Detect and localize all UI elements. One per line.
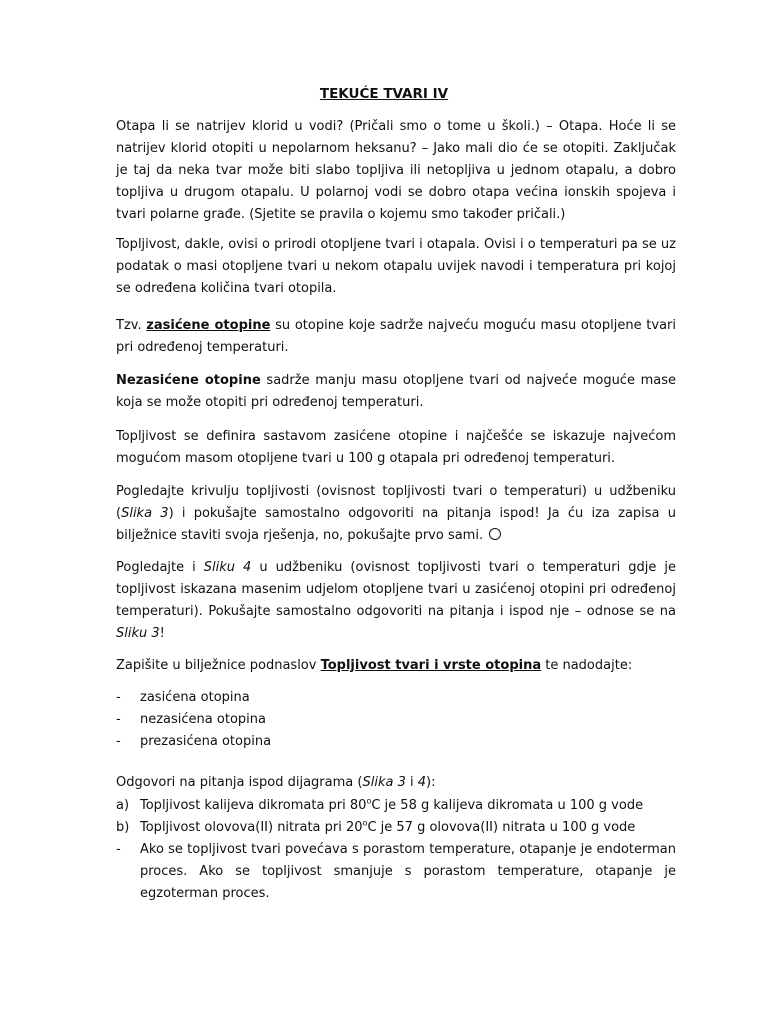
- paragraph-subtitle: [116, 655, 676, 677]
- text: Zapišite u bilježnice podnaslov: [116, 658, 317, 673]
- answer-item: [116, 795, 676, 817]
- answer-item: [116, 839, 676, 905]
- term-saturated: zasićene otopine: [146, 318, 271, 333]
- text: ):: [426, 775, 436, 790]
- answer-item: [116, 817, 676, 839]
- answer-marker: a): [116, 798, 130, 813]
- paragraph-solubility: Topljivost, dakle, ovisi o prirodi otopljene tvari i otapala. Ovisi i o temperaturi pa se uz podatak o masi otopljene tvari u nekom otapalu uvijek navodi i temperatura pri kojoj se određena količina tvari otopila.: [116, 237, 676, 296]
- paragraph-curve: [116, 481, 676, 547]
- answer-text: Topljivost kalijeva dikromata pri 80: [140, 798, 367, 813]
- figure-ref: Slika 3: [121, 506, 169, 521]
- solution-types-list: [116, 687, 271, 753]
- list-item-text: prezasićena otopina: [140, 734, 272, 749]
- answer-text: C je 58 g kalijeva dikromata u 100 g vode: [371, 798, 644, 813]
- note-text: Ako se topljivost tvari povećava s porastom temperature, otapanje je endoterman proces. Ako se topljivost smanjuje s porastom temperature, otapanje je egzoterman proces.: [140, 842, 676, 901]
- figure-ref: Slika 3: [362, 775, 406, 790]
- answers-list: [116, 795, 676, 905]
- paragraph-unsaturated: [116, 370, 676, 414]
- paragraph-saturated: [116, 315, 676, 359]
- bullet: -: [116, 842, 121, 857]
- answer-marker: b): [116, 820, 130, 835]
- paragraph-questions: [116, 772, 676, 794]
- term-unsaturated: Nezasićene otopine: [116, 373, 261, 388]
- paragraph-definition: Topljivost se definira sastavom zasićene otopine i najčešće se iskazuje najvećom mogućom masom otopljene tvari u 100 g otapala pri određenoj temperaturi.: [116, 429, 676, 466]
- bullet: -: [116, 734, 121, 749]
- text: su otopine koje sadrže najveću moguću masu otopljene tvari pri određenoj temperaturi.: [116, 318, 676, 355]
- subtitle-term: Topljivost tvari i vrste otopina: [320, 658, 542, 673]
- text: Pogledajte i: [116, 560, 196, 575]
- figure-ref: Sliku 4: [203, 560, 252, 575]
- text: sadrže manju masu otopljene tvari od najveće moguće mase koja se može otopiti pri određenoj temperaturi.: [116, 373, 676, 410]
- answer-text: C je 57 g olovova(II) nitrata u 100 g vode: [367, 820, 636, 835]
- bullet: -: [116, 712, 121, 727]
- figure-ref: 4: [417, 775, 427, 790]
- text: i: [405, 775, 418, 790]
- text: !: [159, 626, 165, 641]
- text: Pogledajte krivulju topljivosti (ovisnost topljivosti tvari o temperaturi) u udžbeniku (: [116, 484, 676, 521]
- page-title: TEKUĆE TVARI IV: [319, 86, 449, 102]
- text: Tzv.: [116, 318, 142, 333]
- list-item: [116, 731, 271, 753]
- text: Odgovori na pitanja ispod dijagrama (: [116, 775, 363, 790]
- text: te nadodajte:: [545, 658, 633, 673]
- text: u udžbeniku (ovisnost topljivosti tvari o temperaturi gdje je topljivost iskazana masenim udjelom otopljene tvari u zasićenoj otopini pri određenoj temperaturi). Pokušajte samostalno odgovoriti na pitanja i ispod nje – odnose se na: [116, 560, 676, 619]
- list-item: [116, 709, 271, 731]
- degree-sup: o: [366, 796, 372, 806]
- paragraph-intro: Otapa li se natrijev klorid u vodi? (Pričali smo o tome u školi.) – Otapa. Hoće li se natrijev klorid otopiti u nepolarnom heksanu? – Jako mali dio će se otopiti. Zaključak je taj da neka tvar može biti slabo topljiva ili netopljiva u jednom otapalu, a dobro topljiva u drugom otapalu. U polarnoj vodi se dobro otapa većina ionskih spojeva i tvari polarne građe. (Sjetite se pravila o kojemu smo također pričali.): [116, 119, 676, 222]
- list-item-text: nezasićena otopina: [140, 712, 266, 727]
- answer-text: Topljivost olovova(II) nitrata pri 20: [140, 820, 363, 835]
- text: ) i pokušajte samostalno odgovoriti na pitanja ispod! Ja ću iza zapisa u bilježnice staviti svoja rješenja, no, pokušajte prvo sami.: [116, 506, 676, 543]
- figure-ref: Sliku 3: [116, 626, 160, 641]
- smiley-icon: [489, 528, 501, 540]
- degree-sup: o: [362, 818, 368, 828]
- list-item-text: zasićena otopina: [140, 690, 250, 705]
- bullet: -: [116, 690, 121, 705]
- paragraph-figure4: [116, 557, 676, 645]
- list-item: [116, 687, 271, 709]
